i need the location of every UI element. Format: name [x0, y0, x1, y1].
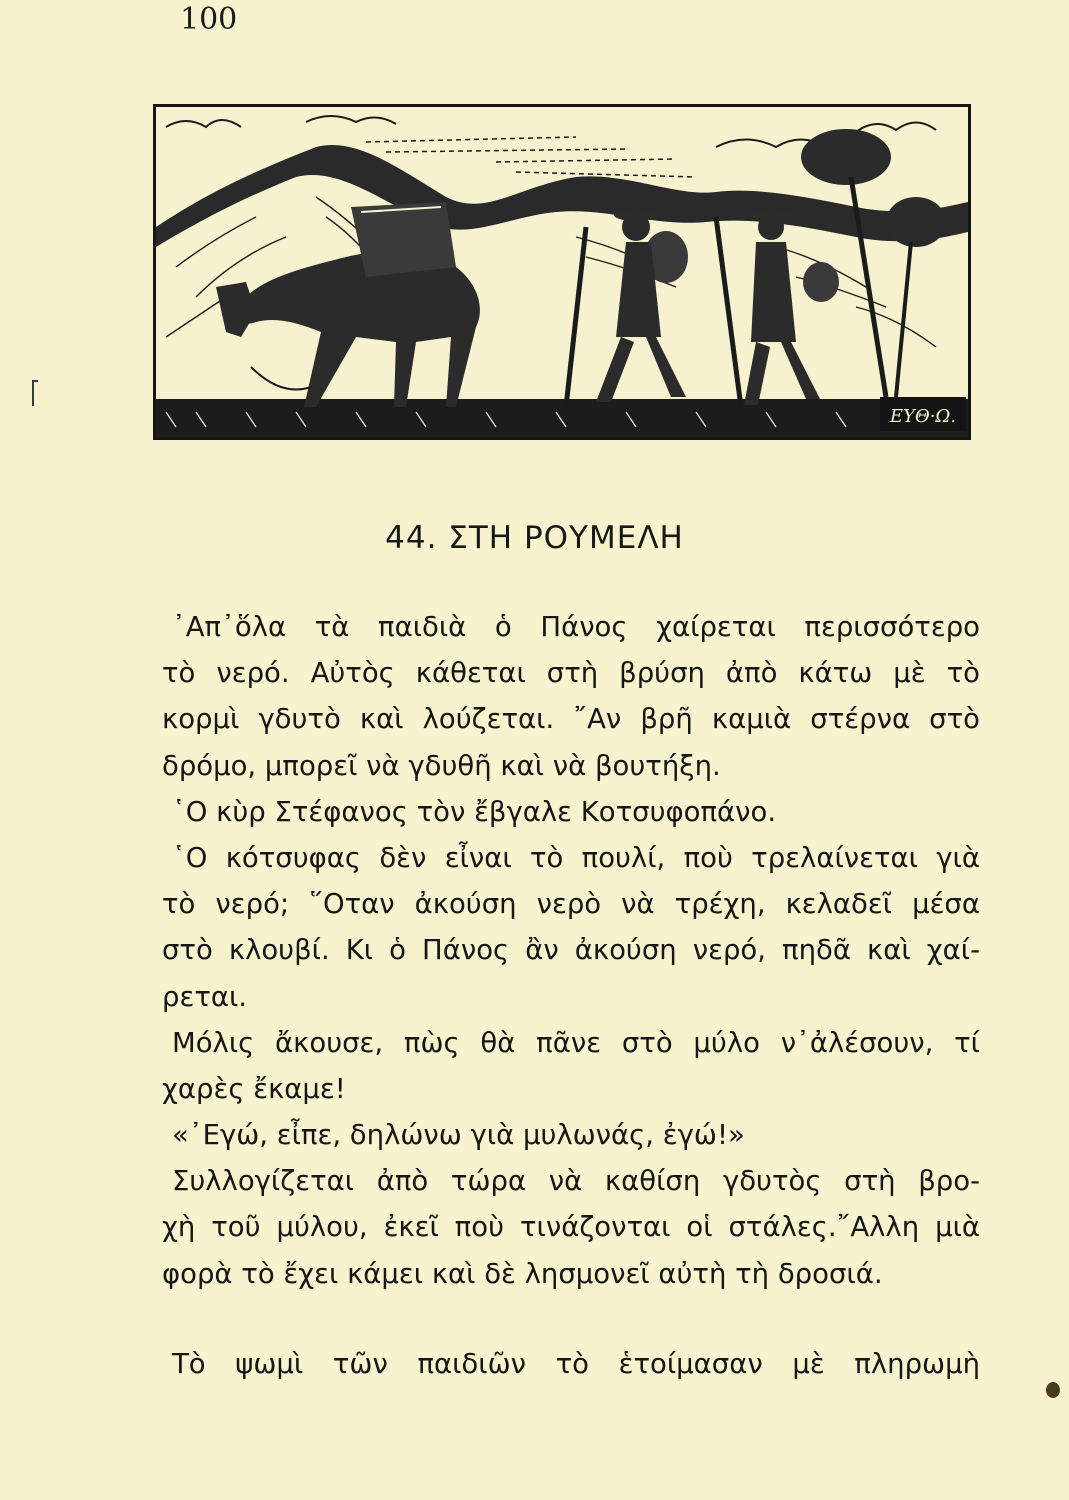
text-line: ῾Ο κότσυφας δὲν εἶναι τὸ πουλί, ποὺ τρελαίνεται γιὰ	[172, 841, 980, 874]
text-line: Συλλογίζεται ἀπὸ τώρα νὰ καθίση γδυτὸς στὴ βρο-	[172, 1165, 980, 1198]
text-line: στὸ κλουβί. Κι ὁ Πάνος ἂν ἀκούση νερό, πηδᾶ καὶ χαί-	[162, 934, 980, 967]
woodcut-illustration	[153, 104, 971, 440]
ink-spot	[1046, 1382, 1060, 1398]
page-number: 100	[180, 2, 238, 37]
margin-mark-tick	[32, 380, 38, 382]
text-line: δρόμο, μπορεῖ νὰ γδυθῆ καὶ νὰ βουτήξη.	[162, 749, 721, 782]
cloud-mid	[306, 116, 396, 124]
text-line: κορμὶ γδυτὸ καὶ λούζεται. ῎Αν βρῆ καμιὰ στέρνα στὸ	[162, 703, 980, 736]
pack-load	[351, 202, 456, 277]
text-line: Τὸ ψωμὶ τῶν παιδιῶν τὸ ἑτοίμασαν μὲ πληρωμὴ	[172, 1347, 980, 1380]
text-line: χαρὲς ἔκαμε!	[162, 1072, 346, 1105]
margin-mark	[32, 380, 34, 406]
paragraph-gap	[162, 1297, 980, 1341]
text-line: ρεται.	[162, 980, 248, 1013]
cloud-left	[166, 120, 241, 127]
text-line: ᾿Απ᾿ὅλα τὰ παιδιὰ ὁ Πάνος χαίρεται περισσότερο	[172, 611, 980, 643]
text-line: Μόλις ἄκουσε, πὼς θὰ πᾶνε στὸ μύλο ν᾿ἀλέσουν, τί	[172, 1026, 980, 1059]
text-line: τὸ νερό. Αὐτὸς κάθεται στὴ βρύση ἀπὸ κάτω μὲ τὸ	[162, 657, 980, 690]
woodcut-scene	[156, 107, 968, 437]
text-line: «᾿Εγώ, εἶπε, δηλώνω γιὰ μυλωνάς, ἐγώ!»	[172, 1119, 745, 1152]
text-line: ῾Ο κὺρ Στέφανος τὸν ἔβγαλε Κοτσυφοπάνο.	[172, 795, 777, 828]
text-line: χὴ τοῦ μύλου, ἐκεῖ ποὺ τινάζονται οἱ στάλες.῎Αλλη μιὰ	[162, 1211, 980, 1244]
text-line: τὸ νερό; ῞Οταν ἀκούση νερὸ νὰ τρέχη, κελαδεῖ μέσα	[162, 888, 980, 921]
chapter-title: 44. ΣΤΗ ΡΟΥΜΕΛΗ	[385, 520, 684, 556]
artist-signature: ΕΥΘ·Ω.	[889, 406, 957, 427]
body-text	[162, 604, 980, 1387]
text-line: φορὰ τὸ ἔχει κάμει καὶ δὲ λησμονεῖ αὐτὴ τὴ δροσιά.	[162, 1257, 883, 1290]
ground-band	[156, 399, 968, 437]
